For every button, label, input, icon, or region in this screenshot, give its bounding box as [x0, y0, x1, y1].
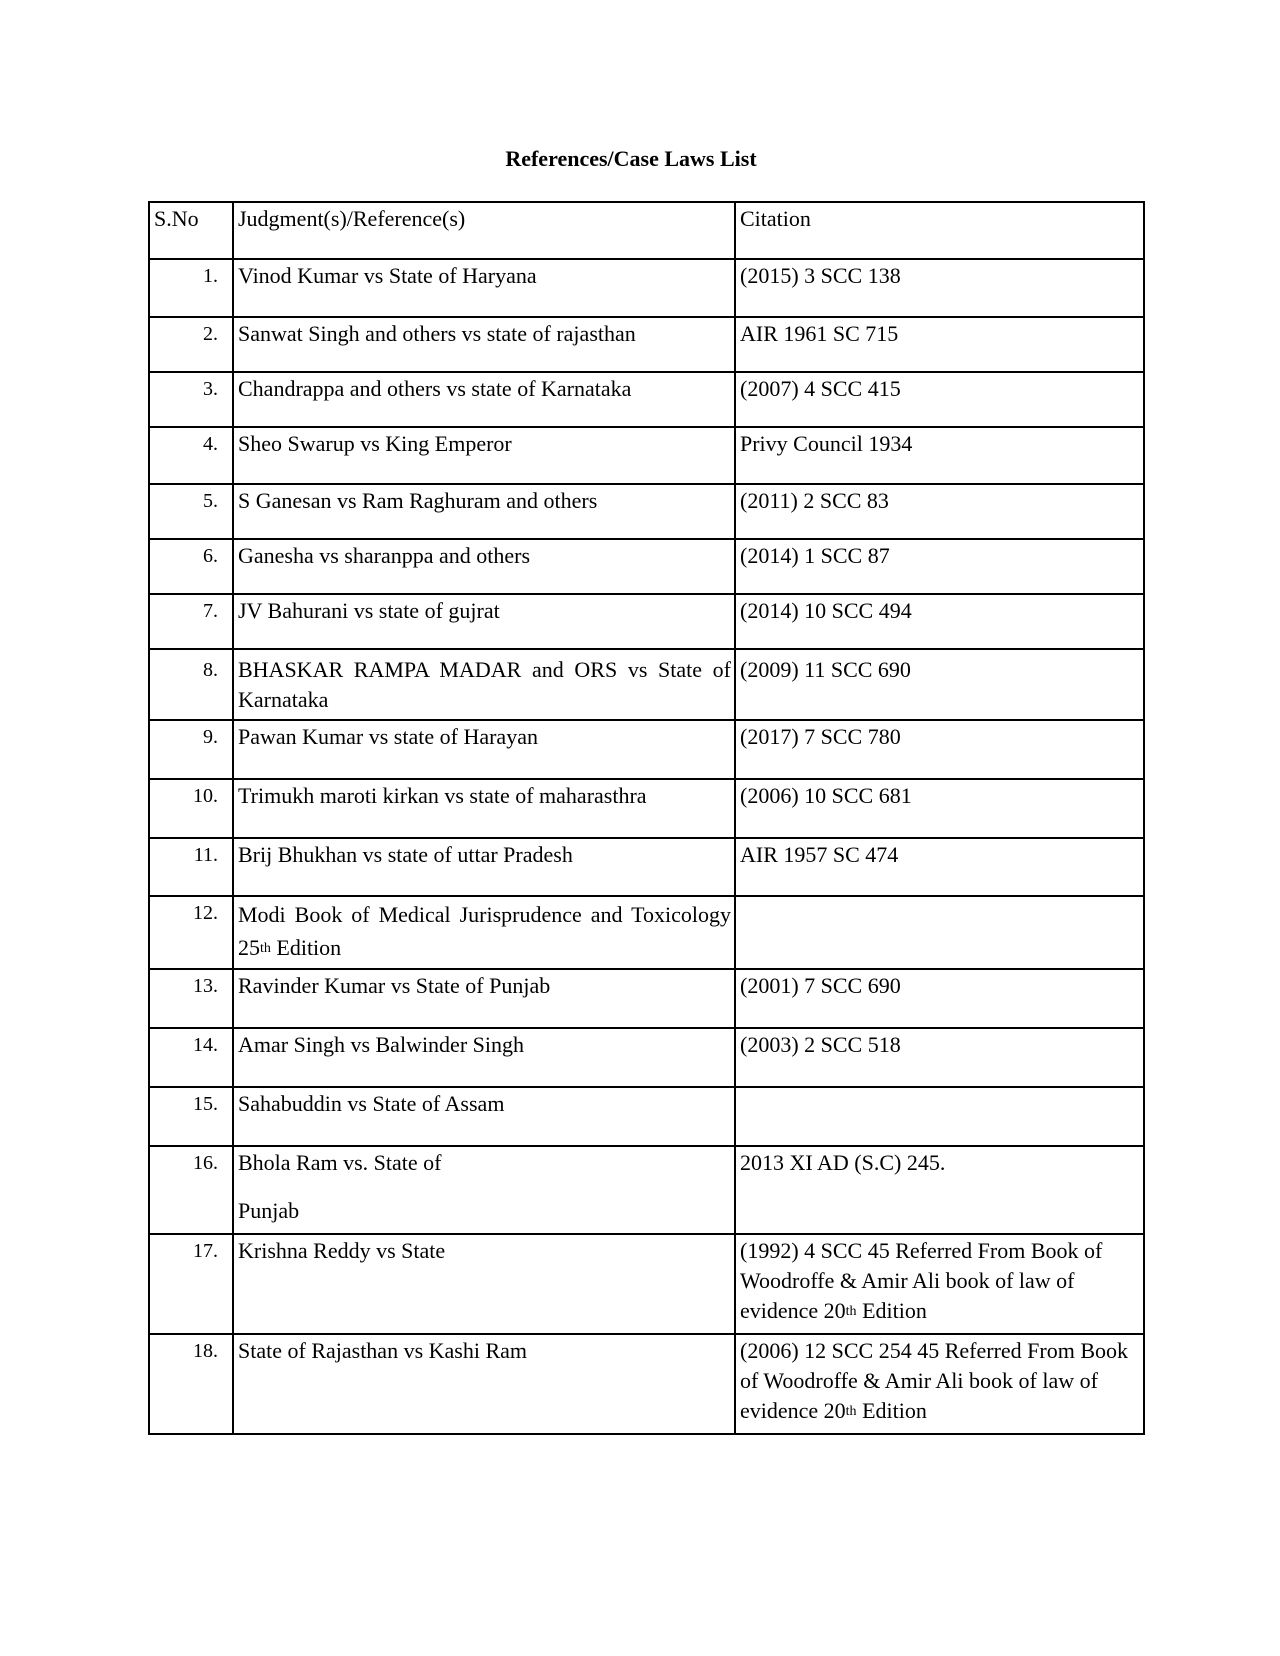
row-citation: (2011) 2 SCC 83	[735, 484, 1144, 539]
row-sno: 7.	[149, 594, 233, 649]
ordinal-suffix: th	[260, 941, 271, 956]
row-sno: 14.	[149, 1028, 233, 1087]
judgment-line-1: Bhola Ram vs. State of	[238, 1150, 442, 1175]
row-citation	[735, 896, 1144, 969]
row-sno: 9.	[149, 720, 233, 779]
row-judgment: Brij Bhukhan vs state of uttar Pradesh	[233, 838, 735, 896]
table-row	[149, 1334, 1144, 1434]
row-judgment: Amar Singh vs Balwinder Singh	[233, 1028, 735, 1087]
row-judgment: Sheo Swarup vs King Emperor	[233, 427, 735, 484]
table-row	[149, 969, 1144, 1028]
row-citation: (2003) 2 SCC 518	[735, 1028, 1144, 1087]
case-laws-table	[148, 201, 1145, 1435]
row-judgment: Trimukh maroti kirkan vs state of maharasthra	[233, 779, 735, 838]
row-judgment: JV Bahurani vs state of gujrat	[233, 594, 735, 649]
row-citation: (2009) 11 SCC 690	[735, 649, 1144, 720]
table-row	[149, 372, 1144, 427]
row-judgment: State of Rajasthan vs Kashi Ram	[233, 1334, 735, 1434]
row-judgment	[233, 1146, 735, 1234]
row-sno: 1.	[149, 259, 233, 317]
page-title: References/Case Laws List	[505, 146, 757, 171]
judgment-text: Modi Book of Medical Jurisprudence and Toxicology 25	[238, 902, 731, 960]
row-sno: 13.	[149, 969, 233, 1028]
ordinal-suffix: th	[845, 1404, 857, 1419]
judgment-line-2: Punjab	[238, 1198, 300, 1223]
row-citation: 2013 XI AD (S.C) 245.	[735, 1146, 1144, 1234]
row-judgment: S Ganesan vs Ram Raghuram and others	[233, 484, 735, 539]
table-row	[149, 1028, 1144, 1087]
judgment-text-end: Edition	[270, 935, 342, 960]
table-row	[149, 720, 1144, 779]
table-row	[149, 896, 1144, 969]
table-row	[149, 649, 1144, 720]
row-citation	[735, 1234, 1144, 1334]
row-citation: (2007) 4 SCC 415	[735, 372, 1144, 427]
row-judgment: Ganesha vs sharanppa and others	[233, 539, 735, 594]
table-row	[149, 1234, 1144, 1334]
table-header-row	[149, 202, 1144, 259]
row-citation: Privy Council 1934	[735, 427, 1144, 484]
table-row	[149, 838, 1144, 896]
row-sno: 11.	[149, 838, 233, 896]
table-row	[149, 317, 1144, 372]
row-judgment: Krishna Reddy vs State	[233, 1234, 735, 1334]
header-judgment: Judgment(s)/Reference(s)	[233, 202, 735, 259]
row-citation	[735, 1334, 1144, 1434]
row-citation: AIR 1957 SC 474	[735, 838, 1144, 896]
row-citation: (2014) 10 SCC 494	[735, 594, 1144, 649]
row-sno: 5.	[149, 484, 233, 539]
table-row	[149, 539, 1144, 594]
row-sno: 18.	[149, 1334, 233, 1434]
row-sno: 3.	[149, 372, 233, 427]
row-sno: 16.	[149, 1146, 233, 1234]
row-sno: 12.	[149, 896, 233, 969]
row-judgment: Pawan Kumar vs state of Harayan	[233, 720, 735, 779]
ordinal-suffix: th	[845, 1304, 857, 1319]
row-judgment: Sanwat Singh and others vs state of rajasthan	[233, 317, 735, 372]
table-row	[149, 1087, 1144, 1146]
row-citation: (2017) 7 SCC 780	[735, 720, 1144, 779]
table-row	[149, 779, 1144, 838]
row-citation: AIR 1961 SC 715	[735, 317, 1144, 372]
row-sno: 8.	[149, 649, 233, 720]
row-sno: 6.	[149, 539, 233, 594]
row-judgment: Vinod Kumar vs State of Haryana	[233, 259, 735, 317]
table-row	[149, 484, 1144, 539]
table-row	[149, 259, 1144, 317]
table-row	[149, 594, 1144, 649]
row-sno: 15.	[149, 1087, 233, 1146]
row-sno: 2.	[149, 317, 233, 372]
row-judgment: Chandrappa and others vs state of Karnataka	[233, 372, 735, 427]
header-citation: Citation	[735, 202, 1144, 259]
citation-text-end: Edition	[856, 1398, 927, 1423]
citation-text-end: Edition	[856, 1298, 927, 1323]
row-judgment: Ravinder Kumar vs State of Punjab	[233, 969, 735, 1028]
row-judgment: Sahabuddin vs State of Assam	[233, 1087, 735, 1146]
header-sno: S.No	[149, 202, 233, 259]
citation-text: (1992) 4 SCC 45 Referred From Book of Woodroffe & Amir Ali book of law of evidence 20	[740, 1238, 1103, 1323]
table-row	[149, 1146, 1144, 1234]
row-judgment: BHASKAR RAMPA MADAR and ORS vs State of Karnataka	[233, 649, 735, 720]
row-sno: 10.	[149, 779, 233, 838]
row-citation: (2001) 7 SCC 690	[735, 969, 1144, 1028]
citation-text: (2006) 12 SCC 254 45 Referred From Book of Woodroffe & Amir Ali book of law of evidence 20	[740, 1338, 1129, 1423]
row-citation: (2015) 3 SCC 138	[735, 259, 1144, 317]
row-sno: 17.	[149, 1234, 233, 1334]
row-judgment	[233, 896, 735, 969]
row-sno: 4.	[149, 427, 233, 484]
table-row	[149, 427, 1144, 484]
row-citation: (2014) 1 SCC 87	[735, 539, 1144, 594]
row-citation: (2006) 10 SCC 681	[735, 779, 1144, 838]
row-citation	[735, 1087, 1144, 1146]
